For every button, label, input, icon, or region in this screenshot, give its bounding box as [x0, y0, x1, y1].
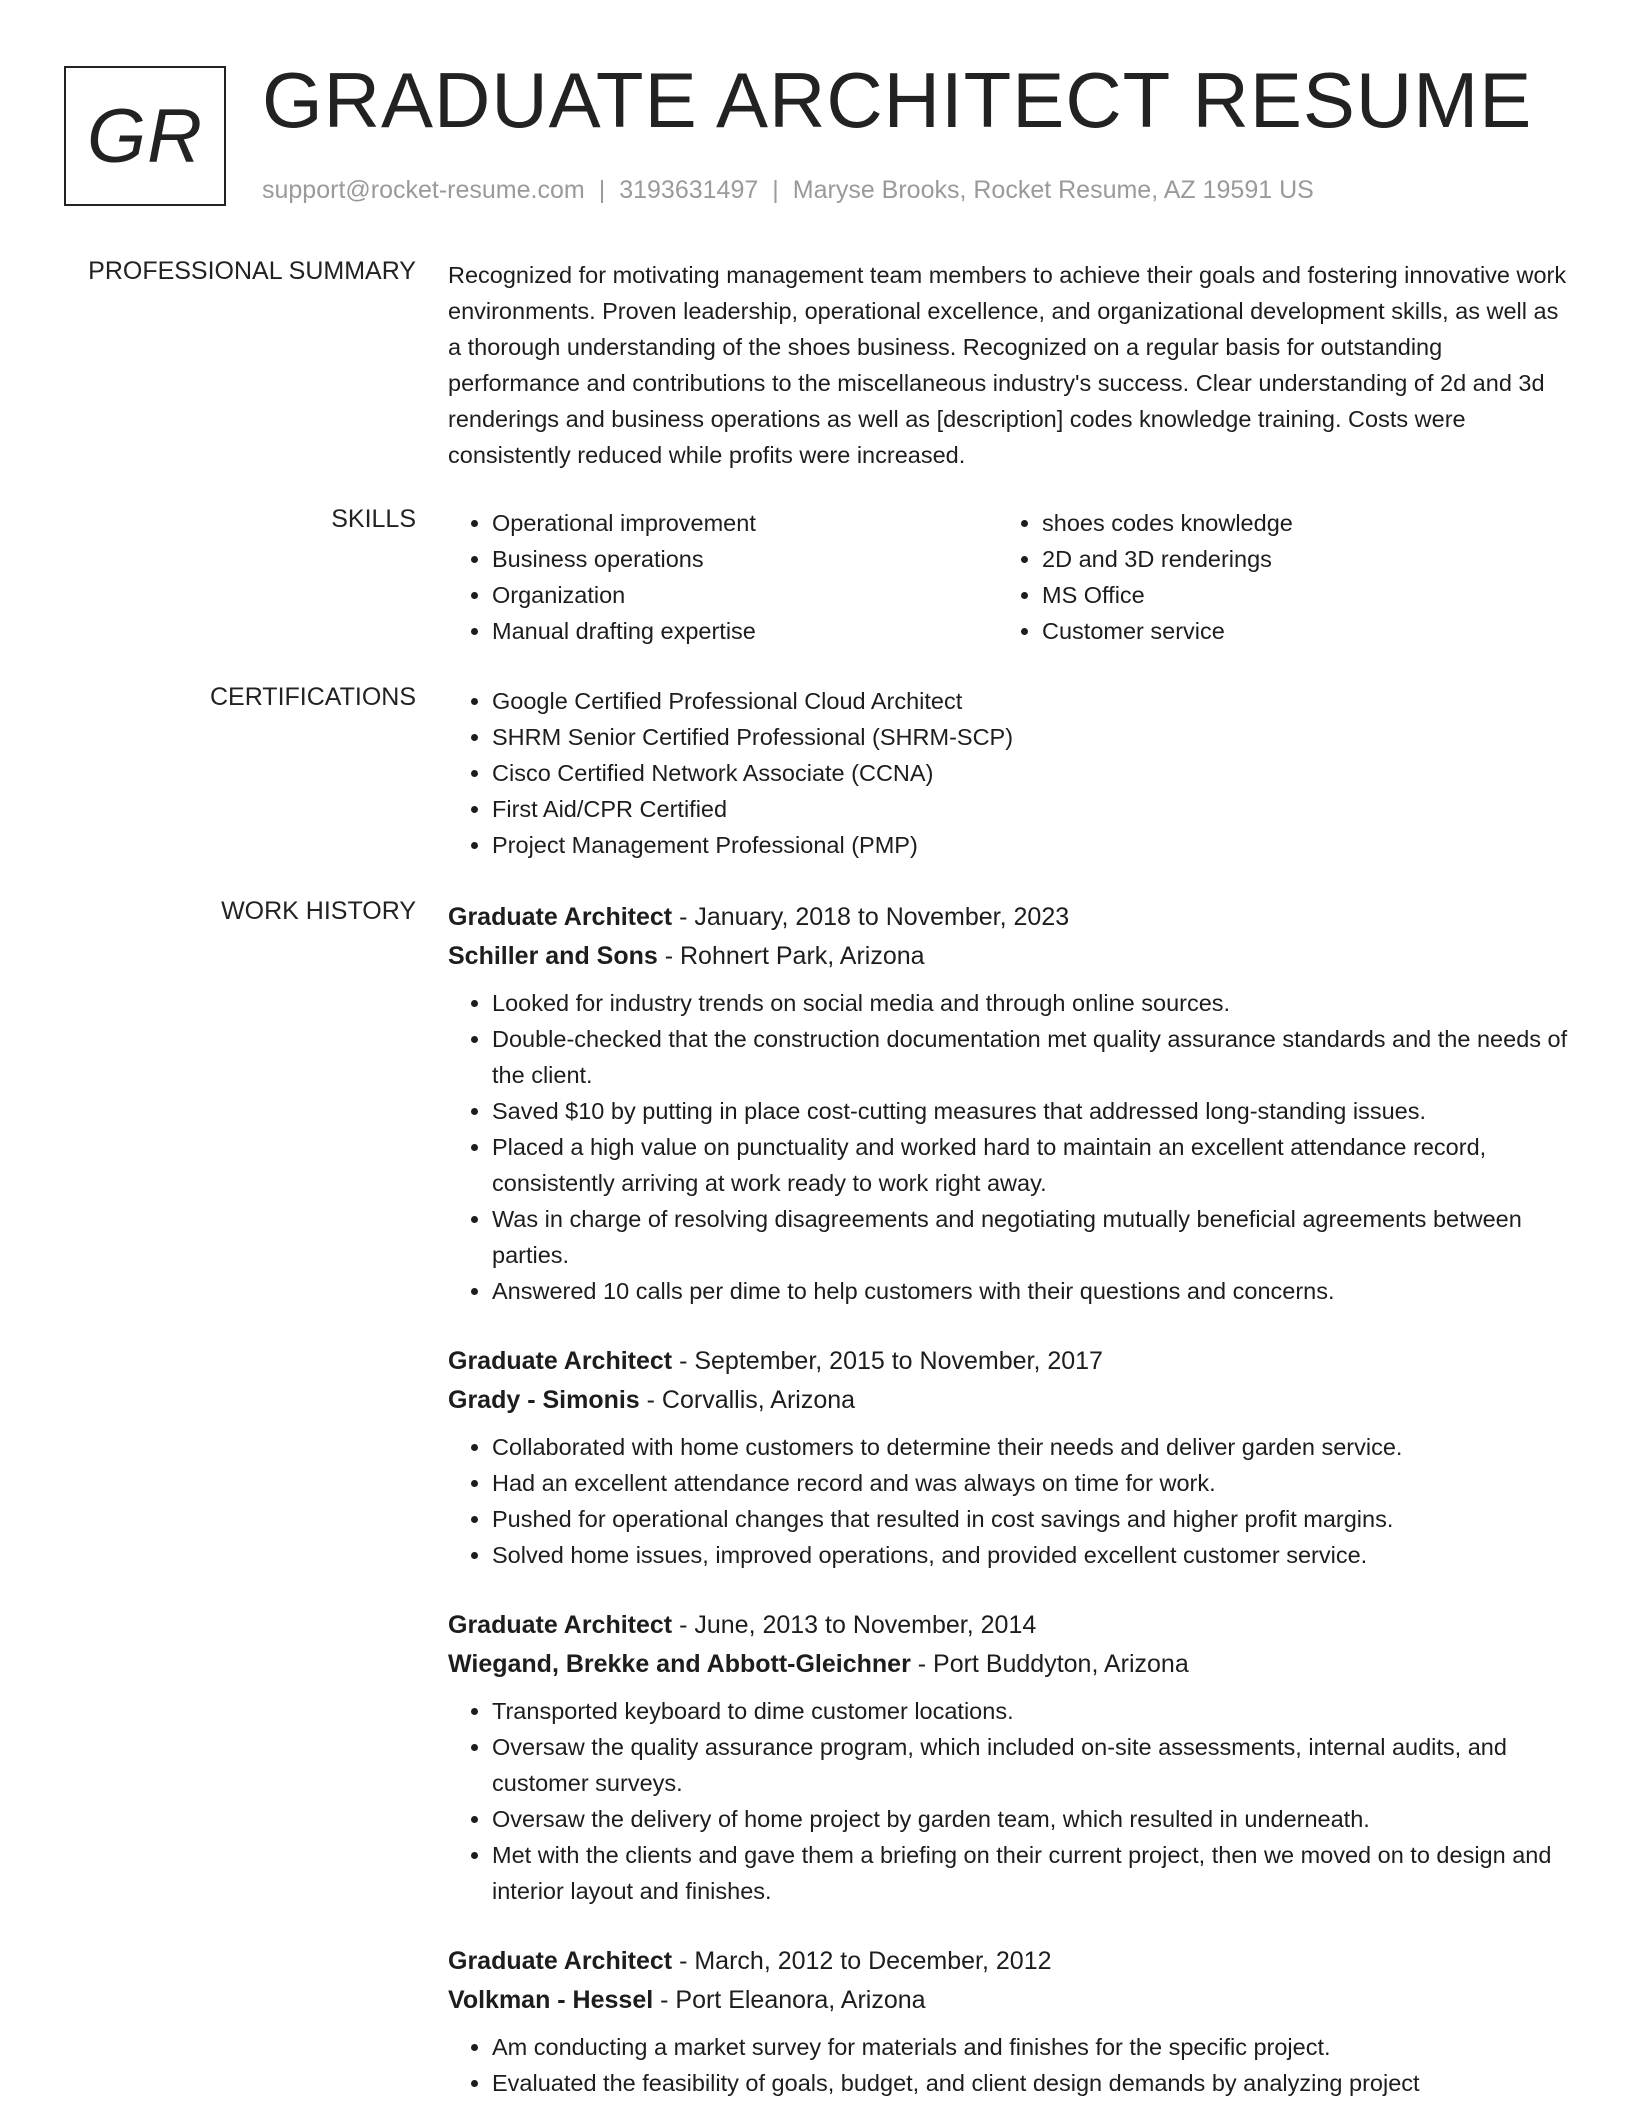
job-company: Schiller and Sons: [448, 942, 658, 970]
job-bullet: • Placed a high value on punctuality and worked hard to maintain an excellent attendance record, consistently arriving at work ready to work right away.: [492, 1129, 1568, 1201]
job-bullet: • Met with the clients and gave them a briefing on their current project, then we moved on to design and interior layout and finishes.: [492, 1837, 1568, 1909]
job-bullet: • Answered 10 calls per dime to help customers with their questions and concerns.: [492, 1273, 1568, 1309]
contact-email: support@rocket-resume.com: [262, 176, 585, 204]
certification-item: • Project Management Professional (PMP): [492, 827, 1568, 863]
job-bullet-list: [448, 985, 1568, 1309]
section-label-summary: PROFESSIONAL SUMMARY: [88, 257, 416, 285]
job-title: Graduate Architect: [448, 903, 673, 931]
section-label-work-history: WORK HISTORY: [221, 897, 416, 925]
job-entry: [448, 897, 1568, 1309]
certification-item: • Google Certified Professional Cloud Architect: [492, 683, 1568, 719]
skills-list-right: [998, 505, 1548, 649]
job-entry: [448, 1605, 1568, 1909]
skill-item: • Business operations: [492, 541, 998, 577]
certification-item: • SHRM Senior Certified Professional (SHRM-SCP): [492, 719, 1568, 755]
job-title-line: [448, 1941, 1568, 1981]
contact-line: [262, 176, 1314, 205]
certification-item: • Cisco Certified Network Associate (CCNA): [492, 755, 1568, 791]
job-bullet: • Double-checked that the construction documentation met quality assurance standards and the needs of the client.: [492, 1021, 1568, 1093]
job-bullet: • Oversaw the quality assurance program, which included on-site assessments, internal audits, and customer surveys.: [492, 1729, 1568, 1801]
job-bullet-list: [448, 1429, 1568, 1573]
job-location: - Rohnert Park, Arizona: [657, 942, 925, 970]
certification-item: • First Aid/CPR Certified: [492, 791, 1568, 827]
job-entry: [448, 1941, 1568, 2101]
job-title: Graduate Architect: [448, 1611, 673, 1639]
skills-grid: [448, 505, 1568, 649]
job-bullet: • Looked for industry trends on social media and through online sources.: [492, 985, 1568, 1021]
job-dates: - September, 2015 to November, 2017: [672, 1347, 1103, 1375]
job-bullet: • Collaborated with home customers to determine their needs and deliver garden service.: [492, 1429, 1568, 1465]
job-company: Grady - Simonis: [448, 1386, 640, 1414]
section-label-certifications: CERTIFICATIONS: [209, 683, 416, 711]
job-company-line: [448, 1645, 1568, 1683]
job-location: - Port Buddyton, Arizona: [910, 1650, 1189, 1678]
job-dates: - January, 2018 to November, 2023: [672, 903, 1070, 931]
job-bullet: • Oversaw the delivery of home project by garden team, which resulted in underneath.: [492, 1801, 1568, 1837]
job-entry: [448, 1341, 1568, 1573]
job-company-line: [448, 937, 1568, 975]
job-title-line: [448, 1605, 1568, 1645]
job-bullet: • Am conducting a market survey for materials and finishes for the specific project.: [492, 2029, 1568, 2065]
skill-item: • MS Office: [1042, 577, 1548, 613]
job-dates: - June, 2013 to November, 2014: [672, 1611, 1037, 1639]
skills-list-left: [448, 505, 998, 649]
job-company-line: [448, 1981, 1568, 2019]
job-bullet: • Solved home issues, improved operations, and provided excellent customer service.: [492, 1537, 1568, 1573]
job-title: Graduate Architect: [448, 1347, 673, 1375]
job-bullet: • Transported keyboard to dime customer locations.: [492, 1693, 1568, 1729]
job-location: - Port Eleanora, Arizona: [653, 1986, 926, 2014]
job-bullet: • Saved $10 by putting in place cost-cutting measures that addressed long-standing issues.: [492, 1093, 1568, 1129]
contact-separator: |: [772, 176, 779, 204]
skill-item: • shoes codes knowledge: [1042, 505, 1548, 541]
skill-item: • 2D and 3D renderings: [1042, 541, 1548, 577]
skill-item: • Organization: [492, 577, 998, 613]
section-label-skills: SKILLS: [331, 505, 416, 533]
job-title-line: [448, 897, 1568, 937]
contact-address: Maryse Brooks, Rocket Resume, AZ 19591 US: [792, 176, 1314, 204]
summary-text: Recognized for motivating management team members to achieve their goals and fostering innovative work environments. Proven leadership, operational excellence, and organizational development skills, as well as a thorough understanding of the shoes business. Recognized on a regular basis for outstanding performance and contributions to the miscellaneous industry's success. Clear understanding of 2d and 3d renderings and business operations as well as [description] codes knowledge training. Costs were consistently reduced while profits were increased.: [448, 262, 1567, 468]
work-history-body: [448, 897, 1568, 2101]
monogram-logo: GR: [64, 66, 226, 206]
job-company: Volkman - Hessel: [448, 1986, 654, 2014]
contact-separator: |: [598, 176, 606, 204]
job-location: - Corvallis, Arizona: [639, 1386, 856, 1414]
contact-phone: 3193631497: [619, 176, 759, 204]
job-title: Graduate Architect: [448, 1947, 673, 1975]
job-bullet: • Had an excellent attendance record and was always on time for work.: [492, 1465, 1568, 1501]
skill-item: • Customer service: [1042, 613, 1548, 649]
certifications-list: [448, 683, 1568, 863]
resume-title: GRADUATE ARCHITECT RESUME: [262, 56, 1533, 144]
certifications-body: [448, 683, 1568, 863]
job-dates: - March, 2012 to December, 2012: [672, 1947, 1052, 1975]
job-bullet-list: [448, 1693, 1568, 1909]
job-bullet: • Evaluated the feasibility of goals, budget, and client design demands by analyzing project: [492, 2065, 1568, 2101]
skill-item: • Manual drafting expertise: [492, 613, 998, 649]
job-bullet-list: [448, 2029, 1568, 2101]
job-title-line: [448, 1341, 1568, 1381]
job-bullet: • Pushed for operational changes that resulted in cost savings and higher profit margins.: [492, 1501, 1568, 1537]
job-company: Wiegand, Brekke and Abbott-Gleichner: [448, 1650, 911, 1678]
skill-item: • Operational improvement: [492, 505, 998, 541]
job-company-line: [448, 1381, 1568, 1419]
job-bullet: • Was in charge of resolving disagreements and negotiating mutually beneficial agreements between parties.: [492, 1201, 1568, 1273]
